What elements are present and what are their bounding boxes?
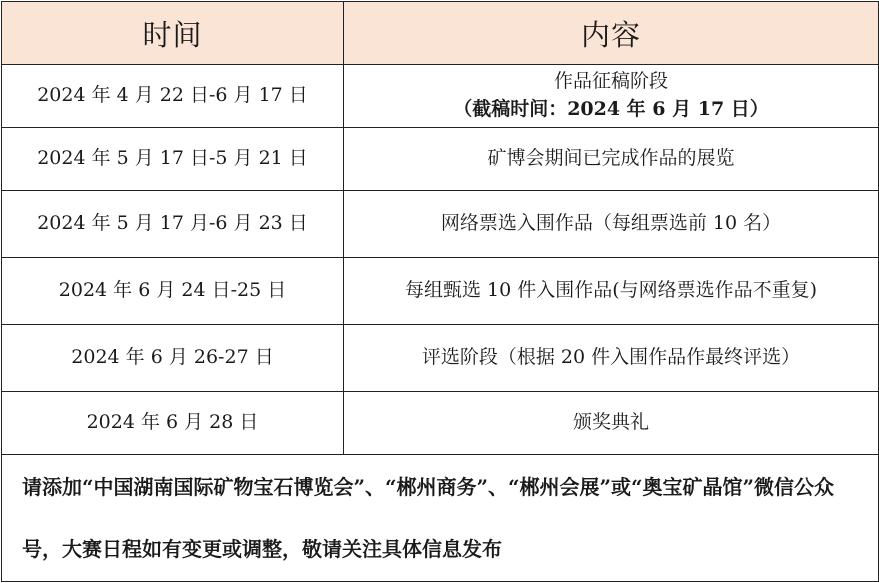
content-cell: 网络票选入围作品（每组票选前 10 名） bbox=[344, 191, 879, 258]
content-cell: 矿博会期间已完成作品的展览 bbox=[344, 128, 879, 191]
content-cell bbox=[344, 65, 879, 128]
notice-row bbox=[2, 455, 879, 582]
time-cell: 2024 年 5 月 17 月-6 月 23 日 bbox=[2, 191, 344, 258]
header-time: 时间 bbox=[2, 2, 344, 65]
time-cell: 2024 年 4 月 22 日-6 月 17 日 bbox=[2, 65, 344, 128]
table-row bbox=[2, 65, 879, 128]
content-cell: 每组甄选 10 件入围作品(与网络票选作品不重复) bbox=[344, 258, 879, 325]
content-cell: 颁奖典礼 bbox=[344, 392, 879, 455]
deadline-note: （截稿时间：2024 年 6 月 17 日） bbox=[453, 98, 769, 120]
header-content: 内容 bbox=[344, 2, 879, 65]
schedule-table bbox=[1, 1, 879, 582]
time-cell: 2024 年 6 月 28 日 bbox=[2, 392, 344, 455]
table-row bbox=[2, 128, 879, 191]
content-text: 作品征稿阶段 bbox=[553, 70, 668, 93]
time-cell: 2024 年 6 月 24 日-25 日 bbox=[2, 258, 344, 325]
time-cell: 2024 年 6 月 26-27 日 bbox=[2, 325, 344, 392]
notice-text: 请添加“中国湖南国际矿物宝石博览会”、“郴州商务”、“郴州会展”或“奥宝矿晶馆”微信公众号，大赛日程如有变更或调整，敬请关注具体信息发布 bbox=[2, 455, 879, 582]
table-header-row bbox=[2, 2, 879, 65]
content-cell: 评选阶段（根据 20 件入围作品作最终评选） bbox=[344, 325, 879, 392]
time-cell: 2024 年 5 月 17 日-5 月 21 日 bbox=[2, 128, 344, 191]
table-row bbox=[2, 325, 879, 392]
table-row bbox=[2, 392, 879, 455]
table-row bbox=[2, 258, 879, 325]
table-row bbox=[2, 191, 879, 258]
